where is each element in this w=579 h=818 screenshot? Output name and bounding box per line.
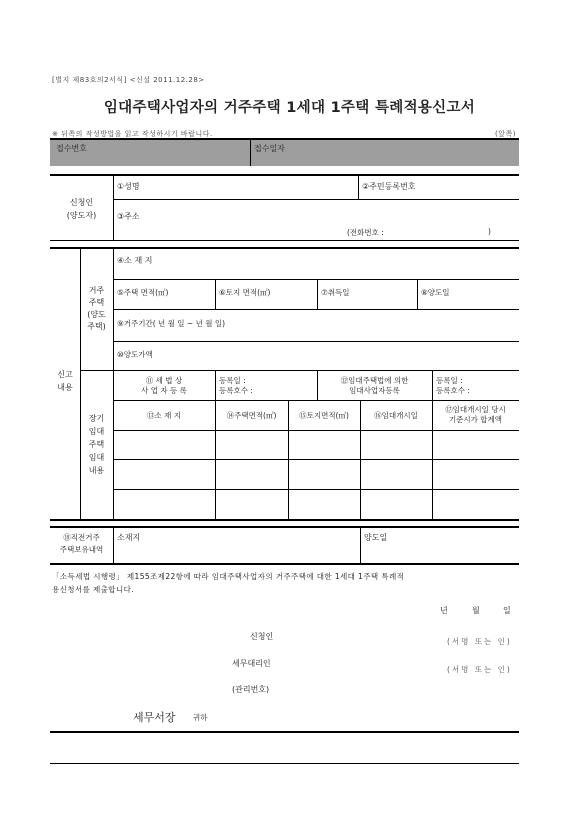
instruction-note: ※ 뒤쪽의 작성방법을 읽고 작성하시기 바랍니다.: [52, 130, 213, 138]
tax-business-registration-label: ⑪ 세 법 상 사 업 자 등 록: [141, 376, 187, 395]
tax-agent-signature-field[interactable]: (서명 또는 인): [447, 665, 512, 674]
addressee-suffix: 귀하: [193, 713, 208, 722]
rental-act-registration-label: ⑫임대주택법에 의한 임대사업자등록: [340, 376, 409, 395]
house-area-label: ⑤주택 면적(㎡): [117, 288, 169, 297]
col-rental-start-header: ⑯임대개시일: [374, 411, 418, 420]
page-side-label: (앞쪽): [495, 130, 516, 138]
receipt-number-label: 접수번호: [56, 144, 87, 153]
name-label: ①성명: [117, 182, 140, 191]
col-house-area-header: ⑭주택면적(㎡): [226, 411, 277, 420]
date-year-label: 년: [440, 606, 448, 615]
prior-transfer-date-label: 양도일: [364, 533, 388, 542]
resident-number-label: ②주민등록번호: [362, 182, 416, 191]
form-reference: [별지 제83호의2서식] <신설 2011.12.28>: [52, 76, 205, 84]
applicant-sign-label: 신청인: [250, 632, 274, 641]
col-land-area-header: ⑮토지면적(㎡): [299, 411, 349, 420]
acquisition-date-label: ⑦취득일: [321, 288, 350, 297]
transfer-price-label: ⑩양도가액: [117, 350, 153, 359]
management-number-label: (관리번호): [232, 685, 270, 694]
report-section-label: 신고 내용: [57, 370, 73, 392]
date-day-label: 일: [503, 606, 511, 615]
rental-row-1[interactable]: [114, 431, 519, 459]
rental-row-2[interactable]: [114, 460, 519, 489]
residence-period-label: ⑨거주기간( 년 월 일 ~ 년 월 일): [117, 319, 225, 328]
tax-agent-label: 세무대리인: [232, 659, 271, 668]
rental-act-registration-fields[interactable]: 등록일 : 등록호수 :: [436, 376, 470, 395]
prior-transfer-date-field[interactable]: [400, 540, 515, 560]
rental-group-label: 장기 임대 주택 임대 내용: [88, 414, 105, 475]
receipt-date-label: 접수일자: [254, 144, 285, 153]
col-location-header: ⑬소 재 지: [146, 411, 181, 420]
phone-close: ): [488, 227, 491, 236]
phone-field[interactable]: [395, 225, 485, 237]
location-label: ④소 재 지: [117, 256, 153, 265]
prior-location-label: 소재지: [117, 533, 141, 542]
land-area-label: ⑥토지 면적(㎡): [219, 288, 271, 297]
resident-number-field[interactable]: [440, 178, 518, 196]
col-standard-price-header: ⑰임대개시일 당시 기준시가 합계액: [445, 405, 506, 424]
date-month-label: 월: [472, 606, 480, 615]
form-title: 임대주택사업자의 거주주택 1세대 1주택 특례적용신고서: [103, 100, 476, 116]
addressee-label: 세무서장: [133, 711, 176, 724]
address-label: ③주소: [117, 212, 140, 221]
residence-group-label: 거주 주택 (양도 주택): [87, 286, 106, 331]
prior-house-label: ⑱직전거주 주택보유내역: [59, 533, 104, 554]
phone-label: (전화번호 :: [347, 228, 384, 237]
declaration-text: 「소득세법 시행령」 제155조제22항에 따라 임대주택사업자의 거주주택에 대한 1세대 1주택 특례적 용신청서를 제출합니다.: [52, 572, 405, 594]
applicant-signature-field[interactable]: (서명 또는 인): [447, 637, 512, 646]
rental-row-3[interactable]: [114, 490, 519, 518]
transfer-price-field[interactable]: [175, 345, 515, 365]
location-field[interactable]: [175, 252, 515, 272]
address-field[interactable]: [145, 204, 515, 222]
tax-registration-fields[interactable]: 등록일 : 등록호수 :: [219, 376, 253, 395]
prior-location-field[interactable]: [150, 540, 355, 560]
applicant-section-label: 신청인 (양도자): [66, 198, 97, 220]
name-field[interactable]: [175, 178, 355, 196]
transfer-date-label: ⑧양도일: [421, 288, 450, 297]
